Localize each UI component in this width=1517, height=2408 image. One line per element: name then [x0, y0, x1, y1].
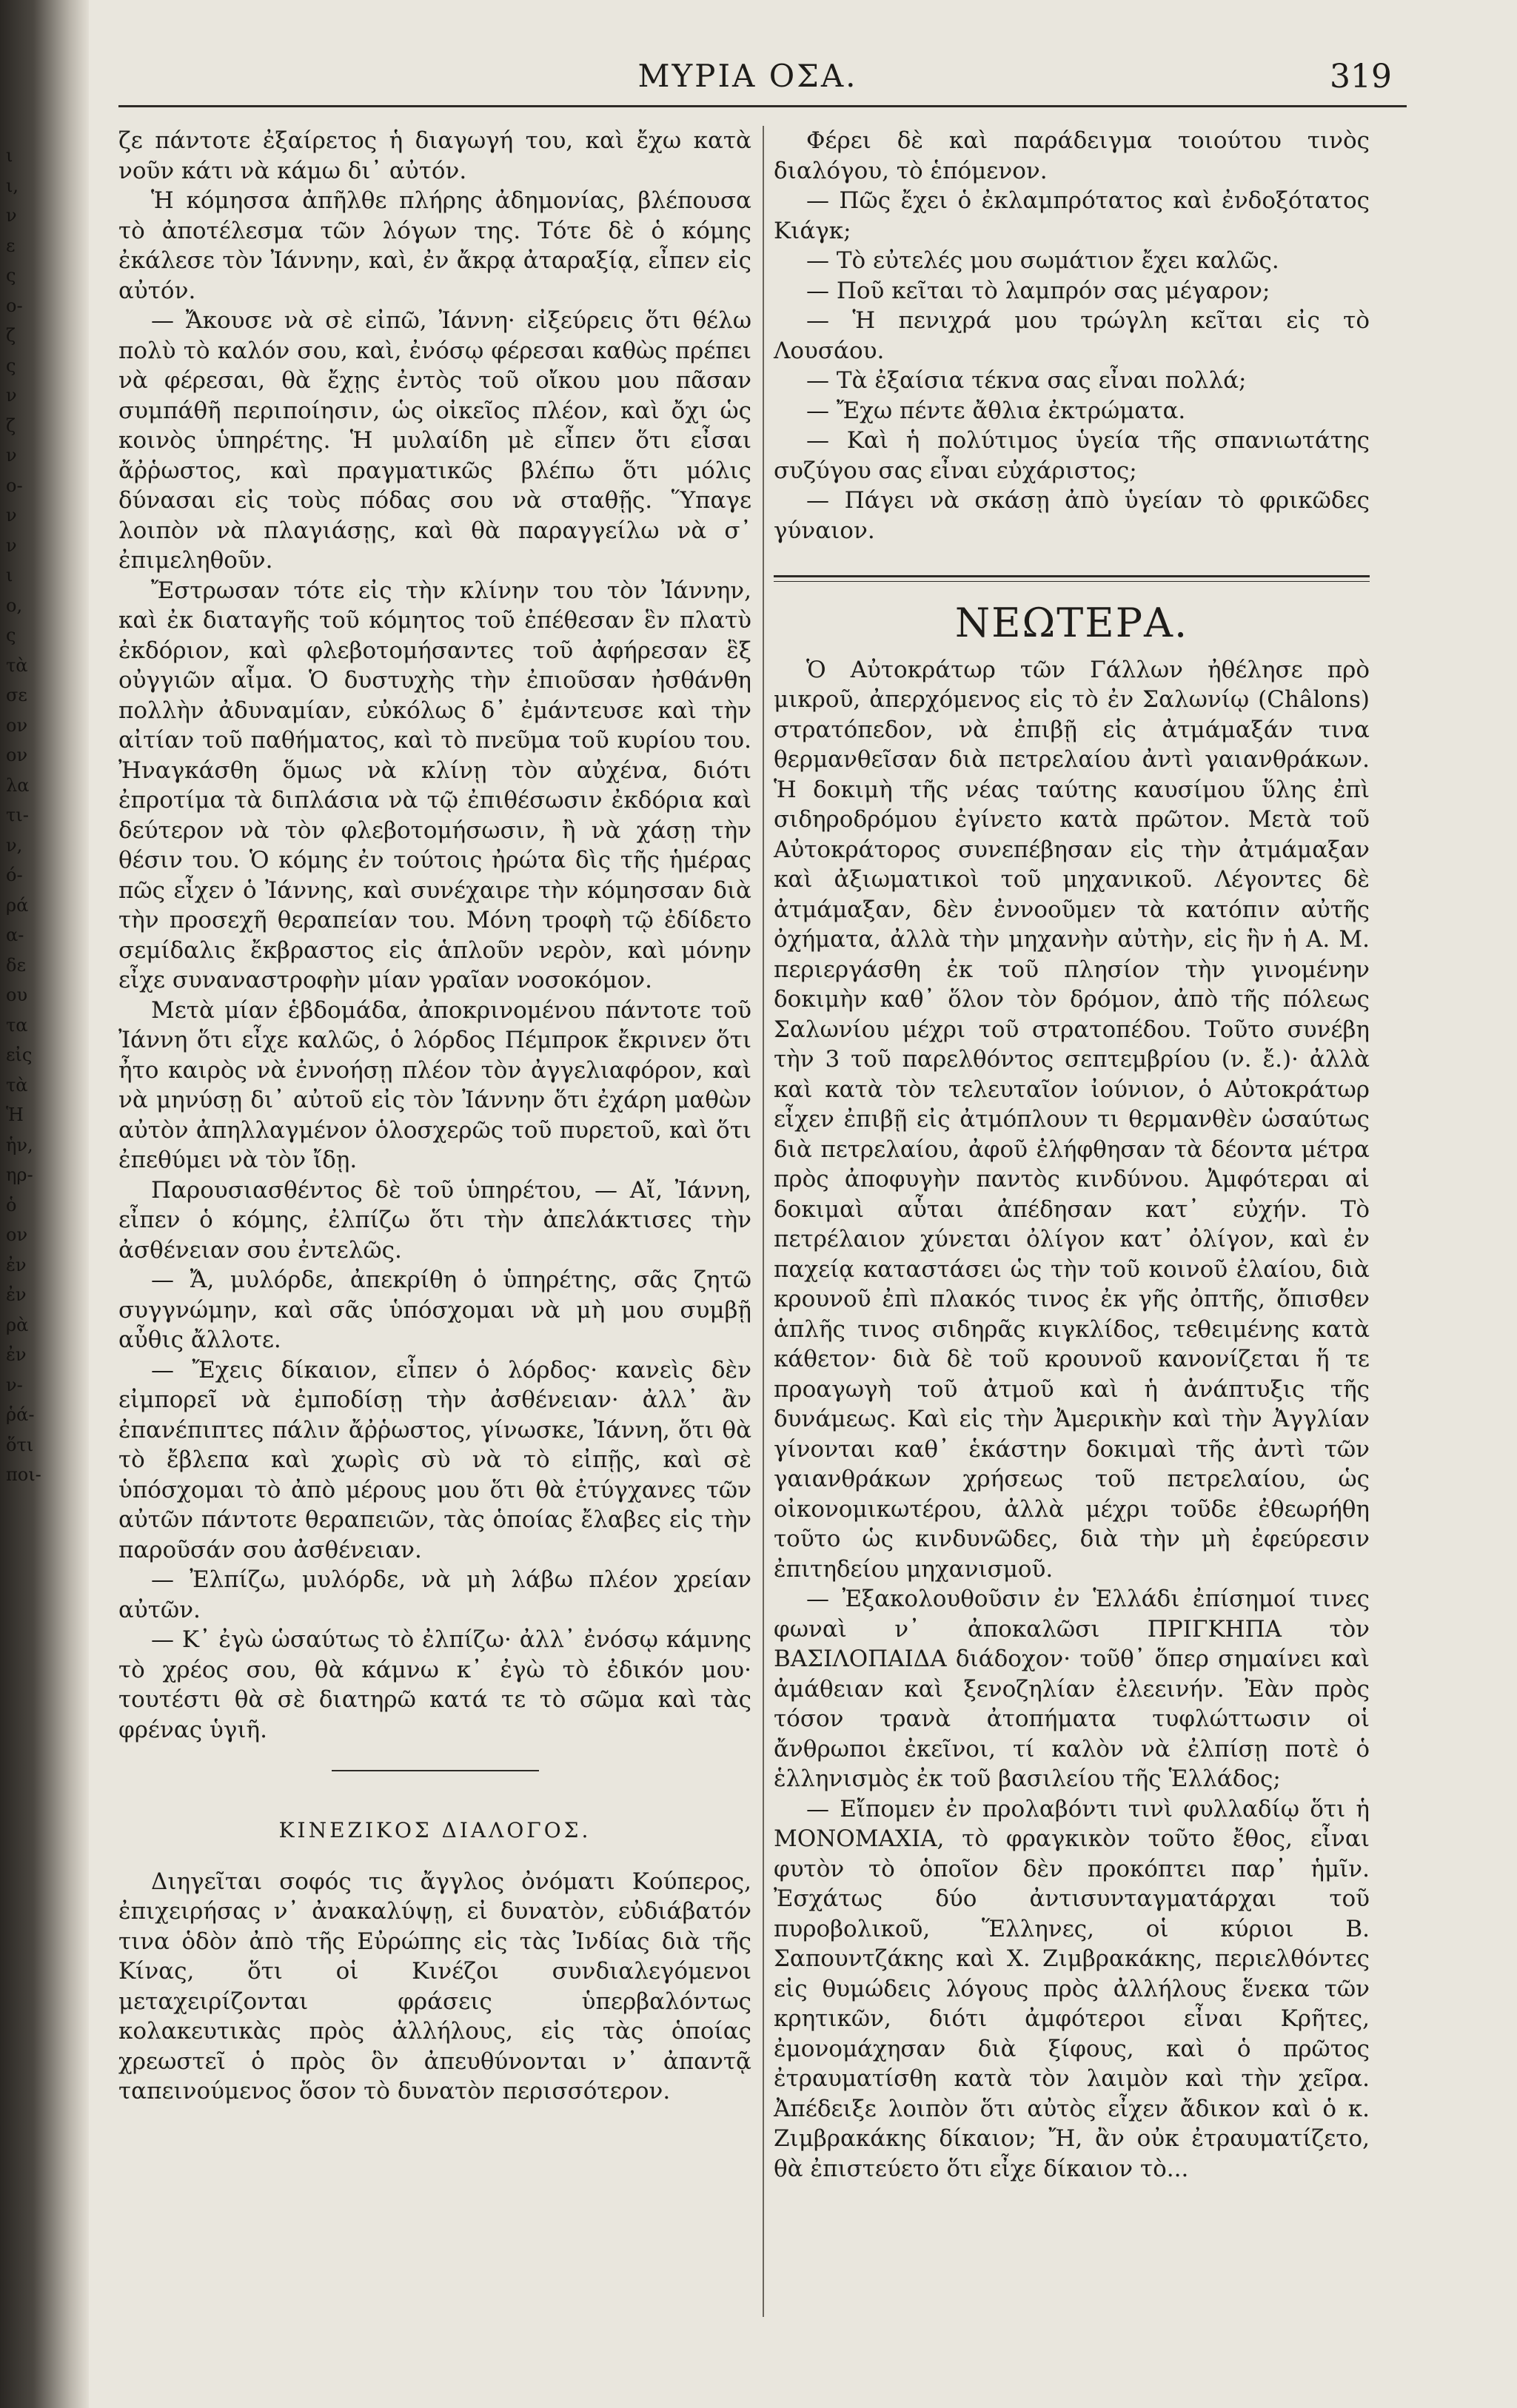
gutter-fragment: ἐν: [6, 1344, 27, 1365]
paragraph: — Ἔχεις δίκαιον, εἶπεν ὁ λόρδος· κανεὶς δὲν εἰμπορεῖ νὰ ἐμποδίσῃ τὴν ἀσθένειαν· ἀλλ᾽ ἂν ἐπανέπιπτες πάλιν ἄῤῥωστος, γίνωσκε, Ἰάννη, ὅτι θὰ τὸ ἔβλεπα καὶ χωρὶς σὺ νὰ τὸ εἰπῇς, καὶ σὲ ὑπόσχομαι τὸ ἀπὸ μέρους μου ὅτι θὰ ἐτύγχανες τῶν αὐτῶν πάντοτε θεραπειῶν, τὰς ὁποίας ἔλαβες εἰς τὴν παροῦσάν σου ἀσθένειαν.: [118, 1356, 751, 1563]
gutter-fragment: ἐν: [6, 1284, 27, 1305]
paragraph: ζε πάντοτε ἐξαίρετος ἡ διαγωγή του, καὶ ἔχω κατὰ νοῦν κάτι νὰ κάμω δι᾽ αὐτόν.: [118, 127, 751, 184]
news-paragraph: — Εἴπομεν ἐν προλαβόντι τινὶ φυλλαδίῳ ὅτι ἡ ΜΟΝΟΜΑΧΙΑ, τὸ φραγκικὸν τοῦτο ἔθος, εἶναι φυτὸν τὸ ὁποῖον δὲν προκόπτει παρ᾽ ἡμῖν. Ἐσχάτως δύο ἀντισυνταγματάρχαι τοῦ πυροβολικοῦ, Ἕλληνες, οἱ κύριοι Β. Σαπουντζάκης καὶ Χ. Ζιμβρακάκης, περιελθόντες εἰς θυμώδεις λόγους πρὸς ἀλλήλους ἕνεκα τῶν κρητικῶν, διότι ἀμφότεροι εἶναι Κρῆτες, ἐμονομάχησαν διὰ ξίφους, καὶ ὁ πρῶτος ἐτραυματίσθη κατὰ τὸν λαιμὸν καὶ τὴν χεῖρα. Ἀπέδειξε λοιπὸν ὅτι αὐτὸς εἶχεν ἄδικον καὶ ὁ κ. Ζιμβρακάκης δίκαιον; Ἤ, ἂν οὐκ ἐτραυματίζετο, θὰ ἐπιστεύετο ὅτι εἶχε δίκαιον τὸ...: [774, 1795, 1370, 2182]
gutter-fragment: τι-: [6, 805, 29, 825]
gutter-fragment: ι: [6, 145, 13, 166]
gutter-fragment: ἐν: [6, 1254, 27, 1275]
dialogue-line: — Καὶ ἡ πολύτιμος ὑγεία τῆς σπανιωτάτης συζύγου σας εἶναι εὐχάριστος;: [774, 427, 1370, 484]
page-number: 319: [1330, 58, 1392, 95]
gutter-fragment: ν,: [6, 834, 23, 856]
gutter-fragment: δε: [6, 954, 26, 976]
gutter-fragment: ό-: [6, 865, 23, 885]
gutter-fragment: ἡν,: [6, 1134, 33, 1156]
gutter-fragment: ποι-: [6, 1464, 41, 1485]
gutter-fragment: ου: [6, 985, 28, 1005]
gutter-fragment: ο-: [6, 474, 23, 496]
paragraph: — Ἄκουσε νὰ σὲ εἰπῶ, Ἰάννη· εἰξεύρεις ὅτι θέλω πολὺ τὸ καλόν σου, καὶ, ἐνόσῳ φέρεσαι καθὼς πρέπει νὰ φέρεσαι, θὰ ἔχῃς ἐντὸς τοῦ οἴκου μου πᾶσαν συμπάθῆ περιποίησιν, ὡς οἰκεῖος πλέον, καὶ ὄχι ὡς κοινὸς ὑπηρέτης. Ἡ μυλαίδη μὲ εἶπεν ὅτι εἶσαι ἄῤῥωστος, καὶ πραγματικῶς βλέπω ὅτι μόλις δύνασαι εἰς τοὺς πόδας σου νὰ σταθῇς. Ὕπαγε λοιπὸν νὰ πλαγιάσῃς, καὶ θὰ παραγγείλω νὰ σ᾽ ἐπιμεληθοῦν.: [118, 307, 751, 574]
section-double-rule: [774, 575, 1370, 582]
gutter-fragment: λα: [6, 774, 30, 796]
left-column: [118, 126, 751, 2107]
running-title: ΜΥΡΙΑ ΟΣΑ.: [637, 58, 858, 94]
news-paragraph: Ὁ Αὐτοκράτωρ τῶν Γάλλων ἠθέλησε πρὸ μικροῦ, ἀπερχόμενος εἰς τὸ ἐν Σαλωνίῳ (Châlons) στρατόπεδον, νὰ ἐπιβῇ εἰς ἀτμάμαξάν τινα θερμανθεῖσαν διὰ πετρελαίου ἀντὶ γαιανθράκων. Ἡ δοκιμὴ τῆς νέας ταύτης καυσίμου ὕλης ἐπὶ σιδηροδρόμου ἐγίνετο κατὰ πρῶτον. Μετὰ τοῦ Αὐτοκράτορος συνεπέβησαν εἰς τὴν ἀτμάμαξαν καὶ ἀξιωματικοὶ τοῦ μηχανικοῦ. Λέγοντες δὲ ἀτμάμαξαν, δὲν ἐννοοῦμεν τὰ κατόπιν αὐτῆς ὀχήματα, ἀλλὰ τὴν μηχανὴν αὐτὴν, εἰς ἣν ἡ Α. Μ. περιεργάσθη ἐκ τοῦ πλησίον τὴν γινομένην δοκιμὴν καθ᾽ ὅλον τὸν δρόμον, ἀπὸ τῆς πόλεως Σαλωνίου μέχρι τοῦ στρατοπέδου. Τοῦτο συνέβη τὴν 3 τοῦ παρελθόντος σεπτεμβρίου (ν. ἔ.)· ἀλλὰ καὶ κατὰ τὸν τελευταῖον ἰούνιον, ὁ Αὐτοκράτωρ εἶχεν ἐπιβῇ εἰς ἀτμόπλουν τι θερμανθὲν ὡσαύτως διὰ πετρελαίου, ἀφοῦ ἐλήφθησαν τὰ δέοντα μέτρα πρὸς ἀποφυγὴν παντὸς κινδύνου. Ἀμφότεραι αἱ δοκιμαὶ αὗται ἀπέδησαν κατ᾽ εὐχήν. Τὸ πετρέλαιον χύνεται ὀλίγον κατ᾽ ὀλίγον, καὶ ἐν παχείᾳ καταστάσει ὡς τὴν τοῦ κοινοῦ ἐλαίου, διὰ κρουνοῦ ἐπὶ πλακός τινος ἐκ γῆς ὀπτῆς, ὄπισθεν ἁπλῆς τινος σιδηρᾶς κιγκλίδος, τεθειμένης κατὰ κάθετον· διὰ δὲ τοῦ κρουνοῦ κανονίζεται ἥ τε προαγωγὴ τοῦ ἀτμοῦ καὶ ἡ ἀνάπτυξις τῆς δυνάμεως. Καὶ εἰς τὴν Ἀμερικὴν καὶ τὴν Ἀγγλίαν γίνονται καθ᾽ ἑκάστην δοκιμαὶ τῆς ἀντὶ τῶν γαιανθράκων χρήσεως τοῦ πετρελαίου, ὡς οἰκονομικωτέρου, ἀλλὰ μέχρι τοῦδε ἐθεωρήθη τοῦτο ὡς κινδυνῶδες, διὰ τὴν μὴ ἐφεύρεσιν ἐπιτηδείου μηχανισμοῦ.: [774, 656, 1370, 1583]
gutter-fragment: τὰ: [6, 1074, 28, 1096]
gutter-fragment: Ἡ: [6, 1104, 24, 1125]
gutter-fragment: ν: [6, 385, 17, 406]
paragraph: Μετὰ μίαν ἑβδομάδα, ἀποκρινομένου πάντοτε τοῦ Ἰάννη ὅτι εἶχε καλῶς, ὁ λόρδος Πέμπροκ ἔκρινεν ὅτι ἦτο καιρὸς νὰ ἐννοήσῃ πλέον τὸν ἀγγελιαφόρον, καὶ νὰ μηνύσῃ δι᾽ αὐτοῦ εἰς τὸν Ἰάννην ὅτι ἐχάρη μαθὼν αὐτὸν ἀπηλλαγμένον ὁλοσχερῶς τοῦ πυρετοῦ, καὶ ὅτι ἐπεθύμει νὰ τὸν ἴδῃ.: [118, 996, 751, 1173]
gutter-fragment: ε: [6, 235, 16, 256]
dialogue-line: — Πάγει νὰ σκάσῃ ἀπὸ ὑγείαν τὸ φρικῶδες γύναιον.: [774, 487, 1370, 544]
column-divider: [763, 126, 764, 2317]
facing-page-fragments: [6, 141, 41, 1490]
gutter-fragment: ὁ: [6, 1194, 17, 1215]
gutter-fragment: ν: [6, 445, 17, 466]
gutter-fragment: ν: [6, 505, 17, 526]
right-column: [774, 126, 1370, 2184]
gutter-fragment: ον: [6, 714, 28, 736]
dialogue-line: — Πῶς ἔχει ὁ ἐκλαμπρότατος καὶ ἐνδοξότατος Κιάγκ;: [774, 187, 1370, 244]
dialogue-line: Φέρει δὲ καὶ παράδειγμα τοιούτου τινὸς διαλόγου, τὸ ἑπόμενον.: [774, 127, 1370, 184]
paragraph: — Κ᾽ ἐγὼ ὡσαύτως τὸ ἐλπίζω· ἀλλ᾽ ἐνόσῳ κάμνης τὸ χρέος σου, θὰ κάμνω κ᾽ ἐγὼ τὸ ἐδικόν μου· τουτέστι θὰ σὲ διατηρῶ κατά τε τὸ σῶμα καὶ τὰς φρένας ὑγιῆ.: [118, 1626, 751, 1743]
gutter-fragment: ηρ-: [6, 1164, 33, 1185]
paragraph: Ἡ κόμησσα ἀπῆλθε πλήρης ἀδημονίας, βλέπουσα τὸ ἀποτέλεσμα τῶν λόγων της. Τότε δὲ ὁ κόμης ἐκάλεσε τὸν Ἰάννην, καὶ, ἐν ἄκρᾳ ἀταραξίᾳ, εἶπεν εἰς αὐτόν.: [118, 187, 751, 304]
page-header: [118, 44, 1392, 118]
gutter-fragment: α-: [6, 925, 24, 945]
dialogue-line: — Τὰ ἐξαίσια τέκνα σας εἶναι πολλά;: [806, 367, 1247, 394]
paragraph: Διηγεῖται σοφός τις ἄγγλος ὀνόματι Κούπερος, ἐπιχειρήσας ν᾽ ἀνακαλύψῃ, εἰ δυνατὸν, εὐδιάβατόν τινα ὁδὸν ἀπὸ τῆς Εὐρώπης εἰς τὰς Ἰνδίας διὰ τῆς Κίνας, ὅτι οἱ Κινέζοι συνδιαλεγόμενοι μεταχειρίζονται φράσεις ὑπερβαλόντως κολακευτικὰς πρὸς ἀλλήλους, εἰς τὰς ὁποίας χρεωστεῖ ὁ πρὸς ὃν ἀπευθύνονται ν᾽ ἀπαντᾷ ταπεινούμενος ὅσον τὸ δυνατὸν περισσότερον.: [118, 1868, 751, 2105]
gutter-fragment: ς: [6, 265, 16, 286]
gutter-fragment: ρά: [6, 894, 29, 916]
gutter-fragment: ῥά-: [6, 1404, 35, 1425]
news-paragraph: — Ἐξακολουθοῦσιν ἐν Ἑλλάδι ἐπίσημοί τινες φωναὶ ν᾽ ἀποκαλῶσι ΠΡΙΓΚΗΠΑ τὸν ΒΑΣΙΛΟΠΑΙΔΑ διάδοχον· τοῦθ᾽ ὅπερ σημαίνει καὶ ἀμάθειαν καὶ ξενοζηλίαν ἐλεεινήν. Ἐὰν πρὸς τόσον τρανὰ ἀτοπήματα τυφλώττωσιν οἱ ἄνθρωποι ἐκεῖνοι, τί καλὸν νὰ ἐλπίσῃ ποτὲ ὁ ἑλληνισμὸς ἐκ τοῦ βασιλείου τῆς Ἑλλάδος;: [774, 1586, 1370, 1792]
paragraph: — Ἐλπίζω, μυλόρδε, νὰ μὴ λάβω πλέον χρείαν αὐτῶν.: [118, 1566, 751, 1623]
gutter-fragment: τὰ: [6, 654, 28, 676]
paragraph: Παρουσιασθέντος δὲ τοῦ ὑπηρέτου, — Αἴ, Ἰάννη, εἶπεν ὁ κόμης, ἐλπίζω ὅτι τὴν ἀπελάκτισες τὴν ἀσθένειαν σου ἐντελῶς.: [118, 1176, 751, 1264]
dialogue-line: — Ἡ πενιχρά μου τρώγλη κεῖται εἰς τὸ Λουσάου.: [774, 307, 1370, 364]
gutter-fragment: ς: [6, 625, 16, 645]
gutter-fragment: ὅτι: [6, 1434, 34, 1455]
news-section-title: ΝΕΩΤΕΡΑ.: [954, 600, 1189, 646]
section-title: ΚΙΝΕΖΙΚΟΣ ΔΙΑΛΟΓΟΣ.: [278, 1818, 592, 1842]
gutter-fragment: ο-: [6, 295, 23, 316]
dialogue-line: — Τὸ εὐτελές μου σωμάτιον ἔχει καλῶς.: [806, 247, 1279, 274]
dialogue-line: — Ἔχω πέντε ἄθλια ἐκτρώματα.: [806, 397, 1186, 424]
gutter-fragment: ν: [6, 534, 17, 556]
gutter-fragment: εἰς: [6, 1044, 33, 1065]
gutter-fragment: ι: [6, 565, 13, 586]
gutter-fragment: τα: [6, 1014, 28, 1036]
gutter-fragment: ον: [6, 1224, 28, 1245]
gutter-fragment: ζ: [6, 325, 16, 346]
gutter-fragment: ρὰ: [6, 1314, 29, 1335]
gutter-fragment: ο,: [6, 594, 23, 616]
gutter-fragment: ι,: [6, 175, 19, 196]
gutter-fragment: ς: [6, 355, 16, 376]
gutter-fragment: ζ: [6, 415, 16, 436]
gutter-fragment: ον: [6, 745, 28, 765]
paragraph: — Ἄ, μυλόρδε, ἀπεκρίθη ὁ ὑπηρέτης, σᾶς ζητῶ συγγνώμην, καὶ σᾶς ὑπόσχομαι νὰ μὴ μου συμβῇ αὖθις ἄλλοτε.: [118, 1267, 751, 1353]
header-rule: [118, 105, 1407, 107]
gutter-fragment: ν: [6, 205, 17, 226]
gutter-fragment: σε: [6, 685, 27, 705]
section-rule: [332, 1770, 539, 1771]
gutter-fragment: ν-: [6, 1374, 23, 1395]
paragraph: Ἔστρωσαν τότε εἰς τὴν κλίνην του τὸν Ἰάννην, καὶ ἐκ διαταγῆς τοῦ κόμητος τοῦ ἐπέθεσαν ἓν πλατὺ ἐκδόριον, καὶ φλεβοτομήσαντες τοῦ ἀφήρεσαν ἓξ οὐγγιῶν αἷμα. Ὁ δυστυχὴς τὴν ἐπιοῦσαν ἠσθάνθη πολλὴν ἀδυναμίαν, εὐκόλως δ᾽ ἐμάντευσε καὶ τὴν αἰτίαν τοῦ παθήματος, καὶ τὸ πνεῦμα τοῦ κυρίου του. Ἠναγκάσθη ὅμως νὰ κλίνῃ τὸν αὐχένα, διότι ἐπροτίμα τὰ διπλάσια νὰ τῷ ἐπιθέσωσιν ἐκδόρια καὶ δεύτερον νὰ τὸν φλεβοτομήσωσιν, ἢ νὰ χάσῃ τὴν θέσιν του. Ὁ κόμης ἐν τούτοις ἠρώτα δὶς τῆς ἡμέρας πῶς εἶχεν ὁ Ἰάννης, καὶ συνέχαιρε τὴν κόμησσαν διὰ τὴν προσεχῆ θεραπείαν του. Μόνη τροφὴ τῷ ἐδίδετο σεμίδαλις ἔκβραστος εἰς ἁπλοῦν νερὸν, καὶ μόνην εἶχε συναναστροφὴν μίαν γραῖαν νοσοκόμον.: [118, 577, 751, 993]
dialogue-line: — Ποῦ κεῖται τὸ λαμπρόν σας μέγαρον;: [806, 277, 1270, 304]
